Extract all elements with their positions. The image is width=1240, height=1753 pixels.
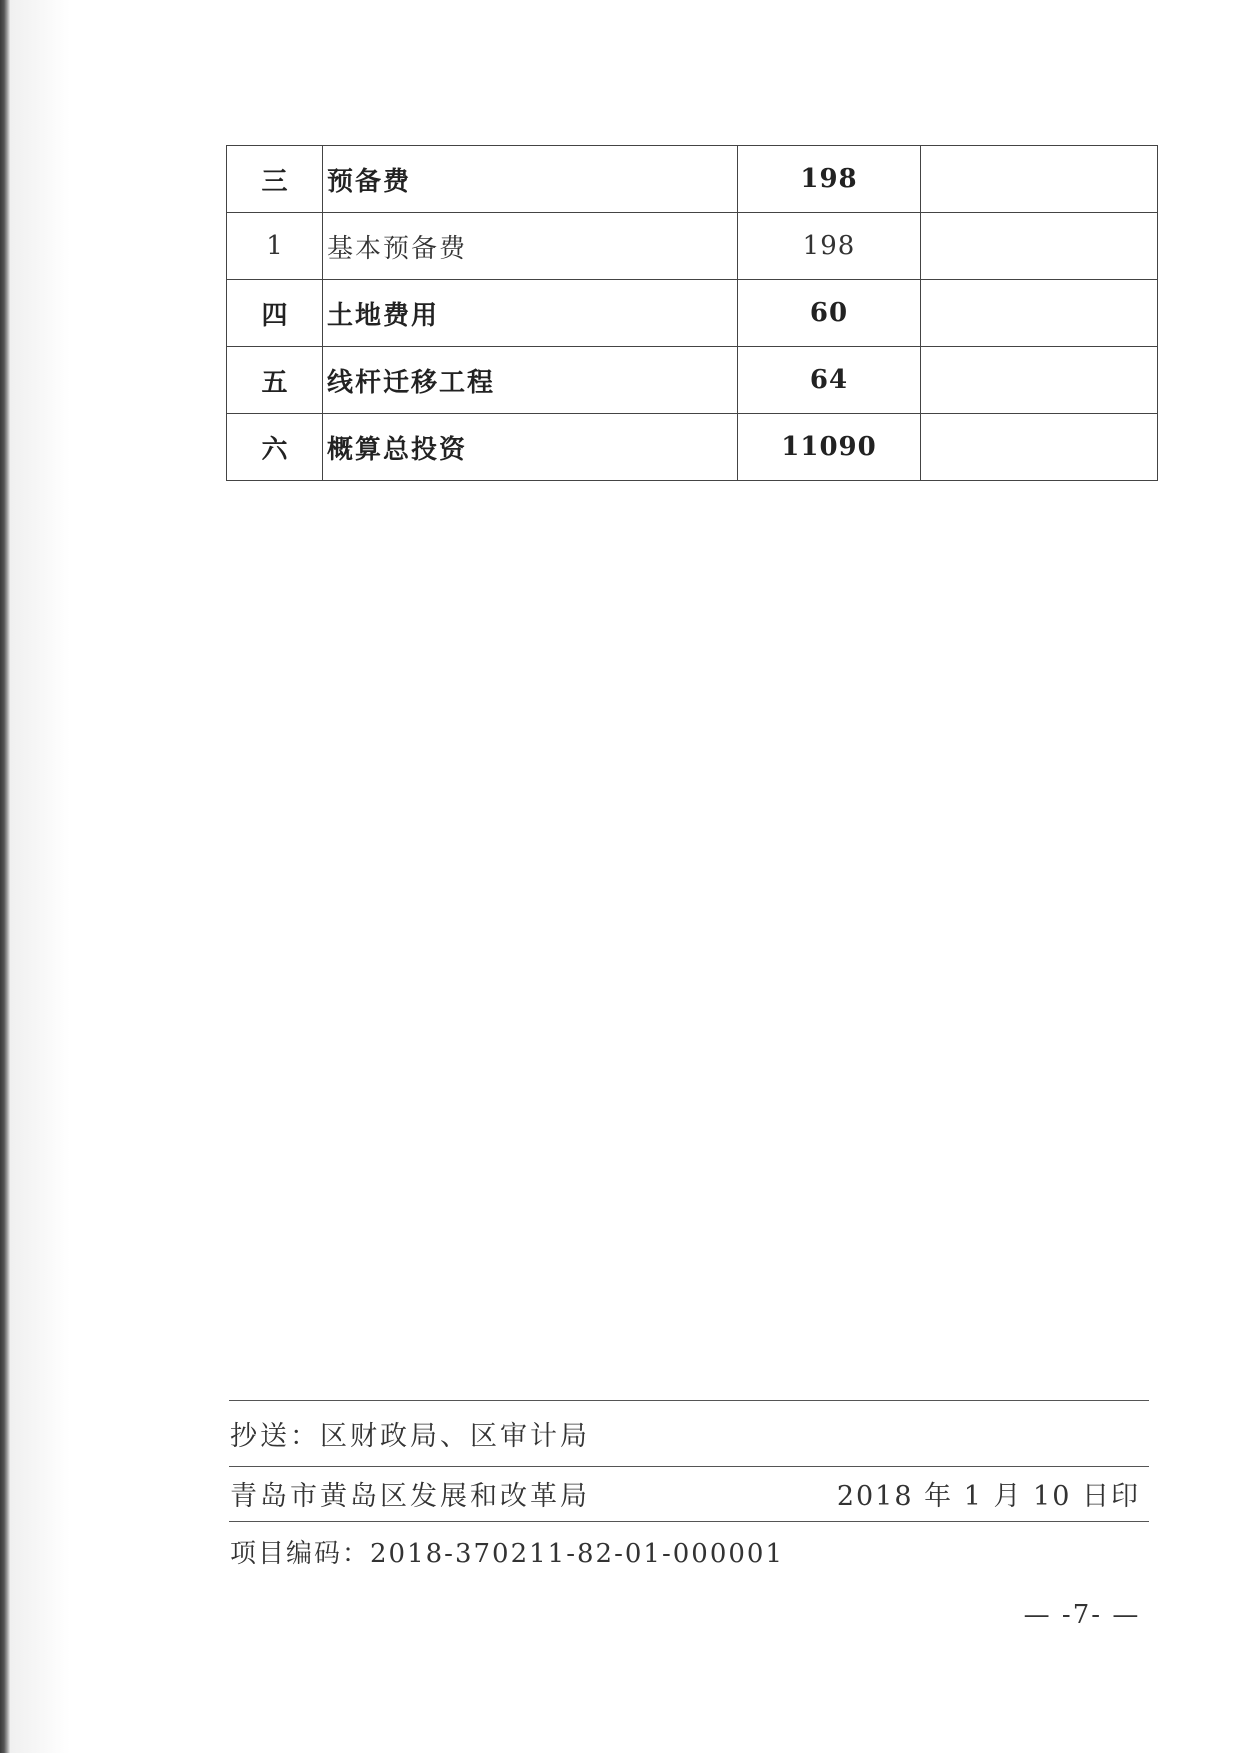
row-item-name: 概算总投资	[323, 414, 738, 481]
row-number: 四	[227, 280, 323, 347]
table-row	[227, 146, 1158, 213]
footer-divider-bottom	[229, 1521, 1149, 1522]
footer-divider-top	[229, 1400, 1149, 1401]
row-note	[921, 280, 1158, 347]
row-note	[921, 146, 1158, 213]
row-amount: 64	[738, 347, 921, 414]
row-number: 三	[227, 146, 323, 213]
issuing-authority: 青岛市黄岛区发展和改革局	[230, 1481, 590, 1512]
row-number: 五	[227, 347, 323, 414]
row-amount: 11090	[738, 414, 921, 481]
row-number: 1	[227, 213, 323, 280]
cc-recipients: 抄送：区财政局、区审计局	[230, 1421, 590, 1452]
project-code: 项目编码：2018-370211-82-01-000001	[230, 1539, 784, 1569]
budget-table	[226, 145, 1158, 481]
row-note	[921, 347, 1158, 414]
row-item-name: 基本预备费	[323, 213, 738, 280]
row-item-name: 预备费	[323, 146, 738, 213]
scan-shade	[10, 0, 70, 1753]
table-row	[227, 414, 1158, 481]
page-number: — -7- —	[1023, 1600, 1141, 1630]
row-note	[921, 213, 1158, 280]
print-date: 2018 年 1 月 10 日印	[836, 1481, 1140, 1512]
row-amount: 198	[738, 213, 921, 280]
row-item-name: 土地费用	[323, 280, 738, 347]
row-note	[921, 414, 1158, 481]
table-row	[227, 347, 1158, 414]
table-row	[227, 213, 1158, 280]
table-row	[227, 280, 1158, 347]
row-amount: 60	[738, 280, 921, 347]
row-number: 六	[227, 414, 323, 481]
row-amount: 198	[738, 146, 921, 213]
row-item-name: 线杆迁移工程	[323, 347, 738, 414]
scan-edge	[0, 0, 10, 1753]
issuer-line	[230, 1474, 1140, 1513]
footer-divider-middle	[229, 1466, 1149, 1467]
